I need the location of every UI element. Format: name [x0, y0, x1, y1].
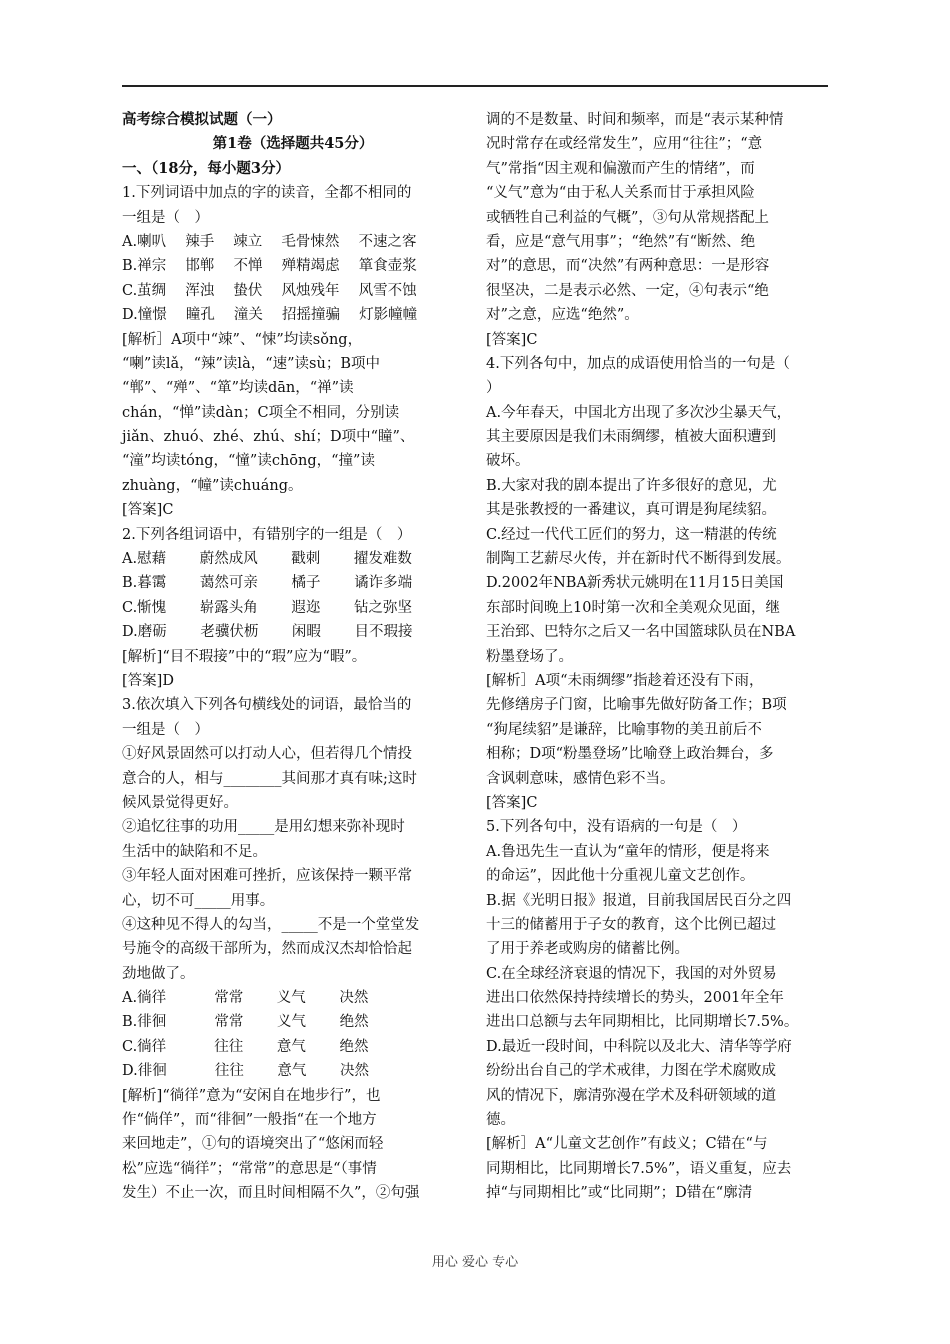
- left-column: [122, 108, 464, 1206]
- text-line: A.慰藉 蔚然成风 戳刺 擢发难数: [122, 551, 412, 568]
- right-column: [486, 108, 828, 1206]
- text-line: 相称；D项“粉墨登场”比喻登上政治舞台，多: [486, 746, 774, 763]
- text-line: 看，应是“意气用事”；“绝然”有“断然、绝: [486, 233, 756, 250]
- text-line: 进出口依然保持持续增长的势头，2001年全年: [486, 990, 784, 1007]
- text-line: 粉墨登场了。: [486, 648, 573, 665]
- text-line: 其主要原因是我们未雨绸缪，植被大面积遭到: [486, 429, 776, 446]
- text-line: [解析]“徜徉”意为“安闲自在地步行”，也: [122, 1087, 381, 1104]
- text-line: 的命运”，因此他十分重视儿童文艺创作。: [486, 868, 755, 885]
- text-line: B.暮霭 蔼然可亲 橘子 谲诈多端: [122, 575, 413, 592]
- text-line: [解析］A项“未雨绸缪”指趁着还没有下雨，: [486, 672, 764, 689]
- text-line: 同期相比，比同期增长7.5%”，语义重复，应去: [486, 1160, 792, 1177]
- text-line: ①好风景固然可以打动人心，但若得几个情投: [122, 746, 412, 763]
- text-line: “义气”意为“由于私人关系而甘于承担风险: [486, 185, 755, 202]
- section-subtitle: 第1卷（选择题共45分）: [212, 135, 374, 153]
- text-line: [答案]C: [486, 331, 538, 348]
- text-line: D.2002年NBA新秀状元姚明在11月15日美国: [486, 575, 784, 592]
- text-line: jiǎn、zhuó、zhé、zhú、shí；D项中“瞳”、: [122, 429, 415, 446]
- text-line: 破坏。: [486, 453, 530, 470]
- text-line: 作“倘佯”，而“徘徊”一般指“在一个地方: [122, 1112, 377, 1129]
- text-line: [答案]D: [122, 672, 174, 689]
- text-line: chán，“惮”读dàn；C项全不相同，分别读: [122, 404, 400, 421]
- text-line: 王治郅、巴特尔之后又一名中国篮球队员在NBA: [486, 624, 796, 641]
- text-line: 很坚决，二是表示必然、一定，④句表示“绝: [486, 282, 769, 299]
- text-line: 心，切不可_____用事。: [122, 892, 275, 909]
- text-line: 其是张教授的一番建议，真可谓是狗尾续貂。: [486, 502, 776, 519]
- text-line: [解析]“目不瑕接”中的“瑕”应为“暇”。: [122, 648, 367, 665]
- text-line: 一组是（ ）: [122, 209, 209, 226]
- text-line: 松”应选“徜徉”；“常常”的意思是“（事情: [122, 1160, 377, 1177]
- text-line: 进出口总额与去年同期相比，比同期增长7.5%。: [486, 1014, 799, 1031]
- text-line: “喇”读lǎ，“辣”读là，“速”读sù；B项中: [122, 355, 380, 372]
- text-line: C.茧绸 浑浊 蛰伏 风烛残年 风雪不蚀: [122, 282, 417, 299]
- text-line: 纷纷出台自己的学术戒律，力图在学术腐败成: [486, 1063, 776, 1080]
- text-line: “潼”均读tóng，“憧”读chōng，“撞”读: [122, 453, 375, 470]
- text-line: C.惭愧 崭露头角 遐迩 钻之弥坚: [122, 599, 413, 616]
- text-line: ③年轻人面对困难可挫折，应该保持一颗平常: [122, 868, 412, 885]
- text-line: C.徜徉 往往 意气 绝然: [122, 1038, 369, 1055]
- text-line: 2.下列各组词语中，有错别字的一组是（ ）: [122, 526, 412, 543]
- text-line: 3.依次填入下列各句横线处的词语，最恰当的: [122, 697, 412, 714]
- text-line: 对”的意思，而“决然”有两种意思：一是形容: [486, 258, 770, 275]
- text-line: 1.下列词语中加点的字的读音，全都不相同的: [122, 185, 412, 202]
- text-line: A.喇叭 辣手 竦立 毛骨悚然 不速之客: [122, 233, 417, 250]
- text-line: 意合的人，相与________其间那才真有味;这时: [122, 770, 417, 787]
- text-line: 4.下列各句中，加点的成语使用恰当的一句是（: [486, 355, 790, 372]
- text-line: zhuàng，“幢”读chuáng。: [122, 477, 303, 494]
- text-line: 十三的储蓄用于子女的教育，这个比例已超过: [486, 916, 776, 933]
- text-line: 制陶工艺薪尽火传，并在新时代不断得到发展。: [486, 551, 791, 568]
- text-line: ④这种见不得人的勾当，_____不是一个堂堂发: [122, 916, 420, 933]
- text-line: 号施令的高级干部所为，然而成汉杰却恰恰起: [122, 941, 412, 958]
- text-line: 劲地做了。: [122, 965, 195, 982]
- text-line: 5.下列各句中，没有语病的一句是（ ）: [486, 819, 747, 836]
- text-line: [答案]C: [122, 502, 174, 519]
- text-line: D.磨砺 老骥伏枥 闲暇 目不瑕接: [122, 624, 413, 641]
- text-line: [解析］A“儿童文艺创作”有歧义；C错在“与: [486, 1136, 768, 1153]
- header-rule: [122, 85, 828, 87]
- text-line: “狗尾续貂”是谦辞，比喻事物的美丑前后不: [486, 721, 762, 738]
- text-line: D.徘徊 往往 意气 决然: [122, 1063, 370, 1080]
- page-footer: 用心 爱心 专心: [431, 1255, 519, 1270]
- text-line: ）: [486, 380, 501, 397]
- text-line: C.在全球经济衰退的情况下，我国的对外贸易: [486, 965, 777, 982]
- text-line: B.据《光明日报》报道，目前我国居民百分之四: [486, 892, 792, 909]
- page-title: 高考综合模拟试题（一）: [122, 111, 282, 128]
- text-line: 气”常指“因主观和偏激而产生的情绪”，而: [486, 160, 755, 177]
- text-line: 况时常存在或经常发生”，应用“往往”；“意: [486, 136, 763, 153]
- text-line: 一、（18分，每小题3分）: [122, 159, 291, 177]
- text-line: A.今年春天，中国北方出现了多次沙尘暴天气，: [486, 404, 792, 421]
- text-line: 德。: [486, 1112, 515, 1129]
- text-line: B.禅宗 邯郸 不惮 殚精竭虑 箪食壶浆: [122, 258, 417, 275]
- text-line: 发生）不止一次，而且时间相隔不久”，②句强: [122, 1185, 420, 1202]
- text-line: [解析］A项中“竦”、“悚”均读sǒng，: [122, 331, 363, 348]
- text-line: A.徜徉 常常 义气 决然: [122, 990, 369, 1007]
- text-line: D.憧憬 瞳孔 潼关 招摇撞骗 灯影幢幢: [122, 307, 418, 324]
- text-line: 掉“与同期相比”或“比同期”；D错在“廓清: [486, 1185, 753, 1202]
- text-line: A.鲁迅先生一直认为“童年的情形，便是将来: [486, 843, 770, 860]
- text-line: C.经过一代代工匠们的努力，这一精湛的传统: [486, 526, 777, 543]
- text-line: 了用于养老或购房的储蓄比例。: [486, 941, 689, 958]
- text-line: 风的情况下，廓清弥漫在学术及科研领域的道: [486, 1087, 776, 1104]
- text-line: 一组是（ ）: [122, 721, 209, 738]
- text-line: 对”之意，应选“绝然”。: [486, 307, 639, 324]
- text-line: 来回地走”，①句的语境突出了“悠闲而轻: [122, 1136, 384, 1153]
- text-line: 调的不是数量、时间和频率，而是“表示某种情: [486, 112, 784, 128]
- text-line: 或牺牲自己利益的气概”，③句从常规搭配上: [486, 209, 769, 226]
- text-line: “郸”、“殚”、“箪”均读dān，“禅”读: [122, 380, 354, 397]
- text-line: 候风景觉得更好。: [122, 794, 238, 811]
- text-line: 生活中的缺陷和不足。: [122, 843, 267, 860]
- text-line: D.最近一段时间，中科院以及北大、清华等学府: [486, 1038, 792, 1055]
- text-line: 含讽刺意味，感情色彩不当。: [486, 770, 675, 787]
- text-line: [答案]C: [486, 794, 538, 811]
- text-line: B.徘徊 常常 义气 绝然: [122, 1014, 369, 1031]
- text-line: ②追忆往事的功用_____是用幻想来弥补现时: [122, 819, 405, 836]
- text-line: 先修缮房子门窗，比喻事先做好防备工作；B项: [486, 697, 787, 714]
- text-line: B.大家对我的剧本提出了许多很好的意见，尤: [486, 477, 777, 494]
- text-line: 东部时间晚上10时第一次和全美观众见面，继: [486, 599, 780, 616]
